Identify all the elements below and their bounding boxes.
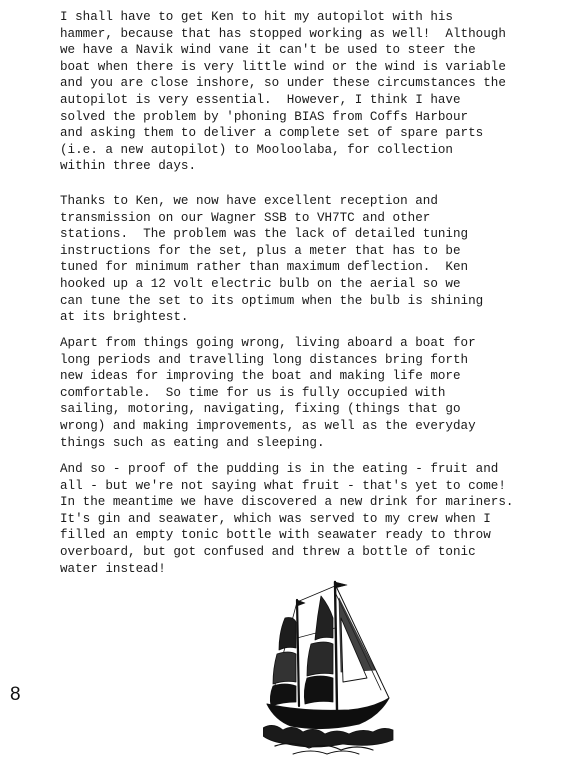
text-line: overboard, but got confused and threw a bottle of tonic — [60, 544, 476, 559]
text-line: Apart from things going wrong, living aboard a boat for — [60, 336, 476, 350]
text-line: we have a Navik wind vane it can't be used to steer the — [60, 43, 476, 58]
text-line: tuned for minimum rather than maximum deflection. Ken — [60, 260, 469, 275]
text-line: sailing, motoring, navigating, fixing (things that go — [60, 402, 461, 417]
text-line: It's gin and seawater, which was served to my crew when I — [60, 511, 491, 526]
text-line: hammer, because that has stopped working as well! Although — [60, 26, 506, 41]
text-line: hooked up a 12 volt electric bulb on the aerial so we — [60, 276, 461, 291]
text-line: boat when there is very little wind or the wind is variable — [60, 59, 506, 74]
text-line: can tune the set to its optimum when the bulb is shining — [60, 293, 484, 308]
text-line: things such as eating and sleeping. — [60, 435, 325, 450]
text-line: all - but we're not saying what fruit - that's yet to come! — [60, 478, 506, 493]
text-line: In the meantime we have discovered a new drink for mariners. — [60, 495, 514, 510]
sailing-ship-icon — [263, 578, 395, 756]
text-line: new ideas for improving the boat and making life more — [60, 369, 461, 384]
paragraph-radio — [60, 193, 570, 326]
text-line: and asking them to deliver a complete set of spare parts — [60, 126, 484, 141]
text-line: within three days. — [60, 159, 197, 174]
text-line: And so - proof of the pudding is in the eating - fruit and — [60, 462, 499, 476]
text-line: Thanks to Ken, we now have excellent reception and — [60, 194, 438, 208]
text-line: at its brightest. — [60, 310, 189, 325]
paragraph-autopilot — [60, 9, 570, 175]
text-line: wrong) and making improvements, as well as the everyday — [60, 418, 476, 433]
text-line: autopilot is very essential. However, I think I have — [60, 92, 461, 107]
page-number: 8 — [10, 684, 21, 705]
paragraph-living-aboard — [60, 335, 570, 451]
text-line: long periods and travelling long distances bring forth — [60, 352, 469, 367]
text-line: instructions for the set, plus a meter that has to be — [60, 243, 461, 258]
text-line: transmission on our Wagner SSB to VH7TC and other — [60, 210, 431, 225]
text-line: filled an empty tonic bottle with seawater ready to throw — [60, 528, 491, 543]
text-line: solved the problem by 'phoning BIAS from Coffs Harbour — [60, 109, 469, 124]
text-line: (i.e. a new autopilot) to Mooloolaba, for collection — [60, 142, 453, 157]
paragraph-gin-and-seawater — [60, 461, 570, 577]
text-line: stations. The problem was the lack of detailed tuning — [60, 227, 469, 242]
text-line: water instead! — [60, 561, 166, 576]
text-line: and you are close inshore, so under these circumstances the — [60, 76, 506, 91]
text-line: comfortable. So time for us is fully occupied with — [60, 385, 446, 400]
text-line: I shall have to get Ken to hit my autopilot with his — [60, 10, 453, 24]
